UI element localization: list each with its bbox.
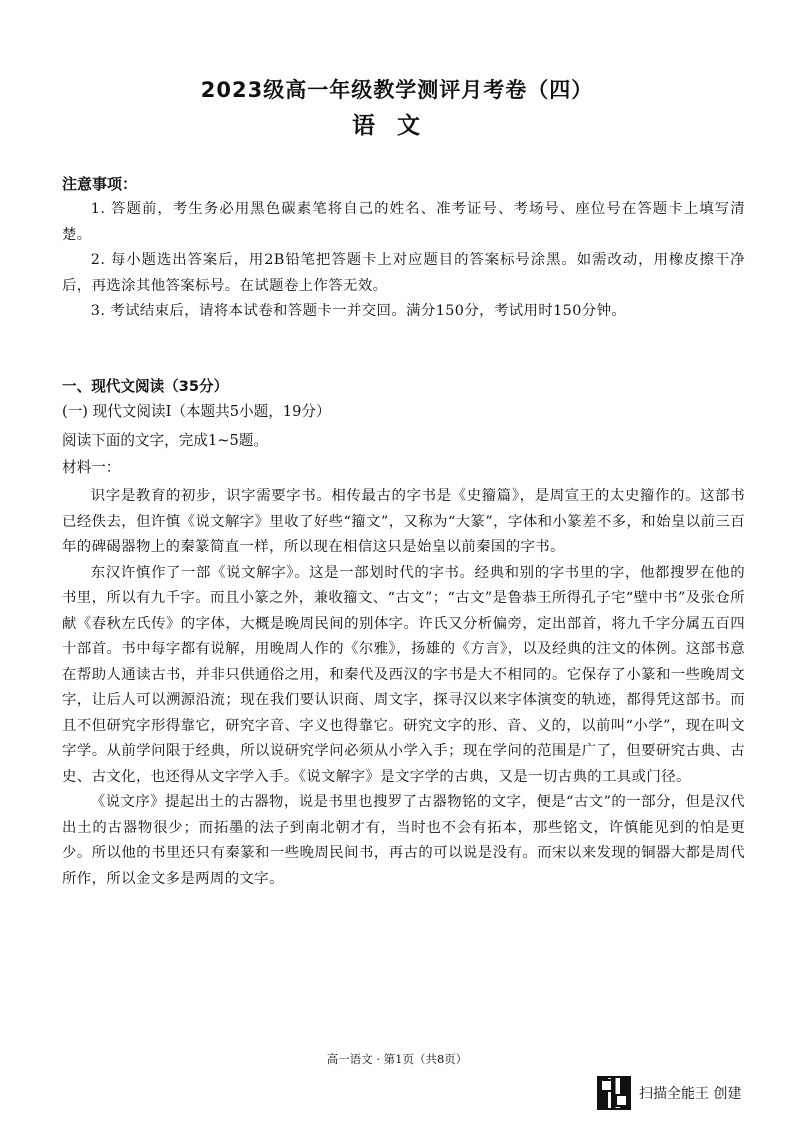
- reading-passage: [62, 484, 745, 892]
- notice-list: [62, 197, 745, 325]
- notice-heading: 注意事项：: [62, 175, 138, 193]
- subject-title: 语文: [352, 113, 442, 139]
- exam-title: 2023级高一年级教学测评月考卷（四）: [200, 78, 594, 102]
- section-heading: 一、现代文阅读（35分）: [62, 378, 229, 395]
- scanner-watermark: [597, 1075, 741, 1111]
- passage-paragraph: 《说文序》提起出土的古器物，说是书里也搜罗了古器物铭的文字，便是“古文”的一部分，但是汉代出土的古器物很少；而拓墨的法子到南北朝才有，当时也不会有拓本，那些铭文，许慎能见到的怕是更少。所以他的书里还只有秦篆和一些晚周民间书，再古的可以说是没有。而宋以来发现的铜器大都是周代所作，所以金文多是两周的文字。: [62, 794, 745, 887]
- notice-item: 1. 答题前，考生务必用黑色碳素笔将自己的姓名、准考证号、考场号、座位号在答题卡上填写清楚。: [62, 201, 745, 243]
- passage-paragraph: 东汉许慎作了一部《说文解字》。这是一部划时代的字书。经典和别的字书里的字，他都搜罗在他的书里，所以有九千字。而且小篆之外，兼收籀文、“古文”；“古文”是鲁恭王所得孔子宅“壁中书”及张仓所献《春秋左氏传》的字体，大概是晚周民间的别体字。许氏又分析偏旁，定出部首，将九千字分属五百四十部首。书中每字都有说解，用晚周人作的《尔雅》，扬雄的《方言》，以及经典的注文的体例。这部书意在帮助人通读古书，并非只供通俗之用，和秦代及西汉的字书是大不相同的。它保存了小篆和一些晚周文字，让后人可以溯源沿流；现在我们要认识商、周文字，探寻汉以来字体演变的轨迹，都得凭这部书。而且不但研究字形得靠它，研究字音、字义也得靠它。研究文字的形、音、义的，以前叫“小学”，现在叫文字学。从前学问限于经典，所以说研究学问必须从小学入手；现在学问的范围是广了，但要研究古典、古史、古文化，也还得从文字学入手。《说文解字》是文字学的古典，又是一切古典的工具或门径。: [62, 564, 745, 785]
- page-footer: 高一语文 · 第1页（共8页）: [326, 1052, 468, 1066]
- watermark-text: 扫描全能王 创建: [639, 1086, 742, 1102]
- notice-item: 2. 每小题选出答案后，用2B铅笔把答题卡上对应题目的答案标号涂黑。如需改动，用橡皮擦干净后，再选涂其他答案标号。在试题卷上作答无效。: [62, 252, 745, 294]
- material-label: 材料一：: [62, 459, 121, 476]
- qr-code-icon: [597, 1076, 631, 1110]
- reading-instruction: 阅读下面的文字，完成1~5题。: [62, 432, 268, 449]
- notice-item: 3. 考试结束后，请将本试卷和答题卡一并交回。满分150分，考试用时150分钟。: [90, 303, 627, 319]
- section-subheading: (一) 现代文阅读Ⅰ（本题共5小题，19分）: [62, 403, 331, 420]
- passage-paragraph: 识字是教育的初步，识字需要字书。相传最古的字书是《史籀篇》，是周宣王的太史籀作的。这部书已经佚去，但许慎《说文解字》里收了好些“籀文”，又称为“大篆”，字体和小篆差不多，和始皇以前三百年的碑碣器物上的秦篆简直一样，所以现在相信这只是始皇以前秦国的字书。: [62, 488, 745, 555]
